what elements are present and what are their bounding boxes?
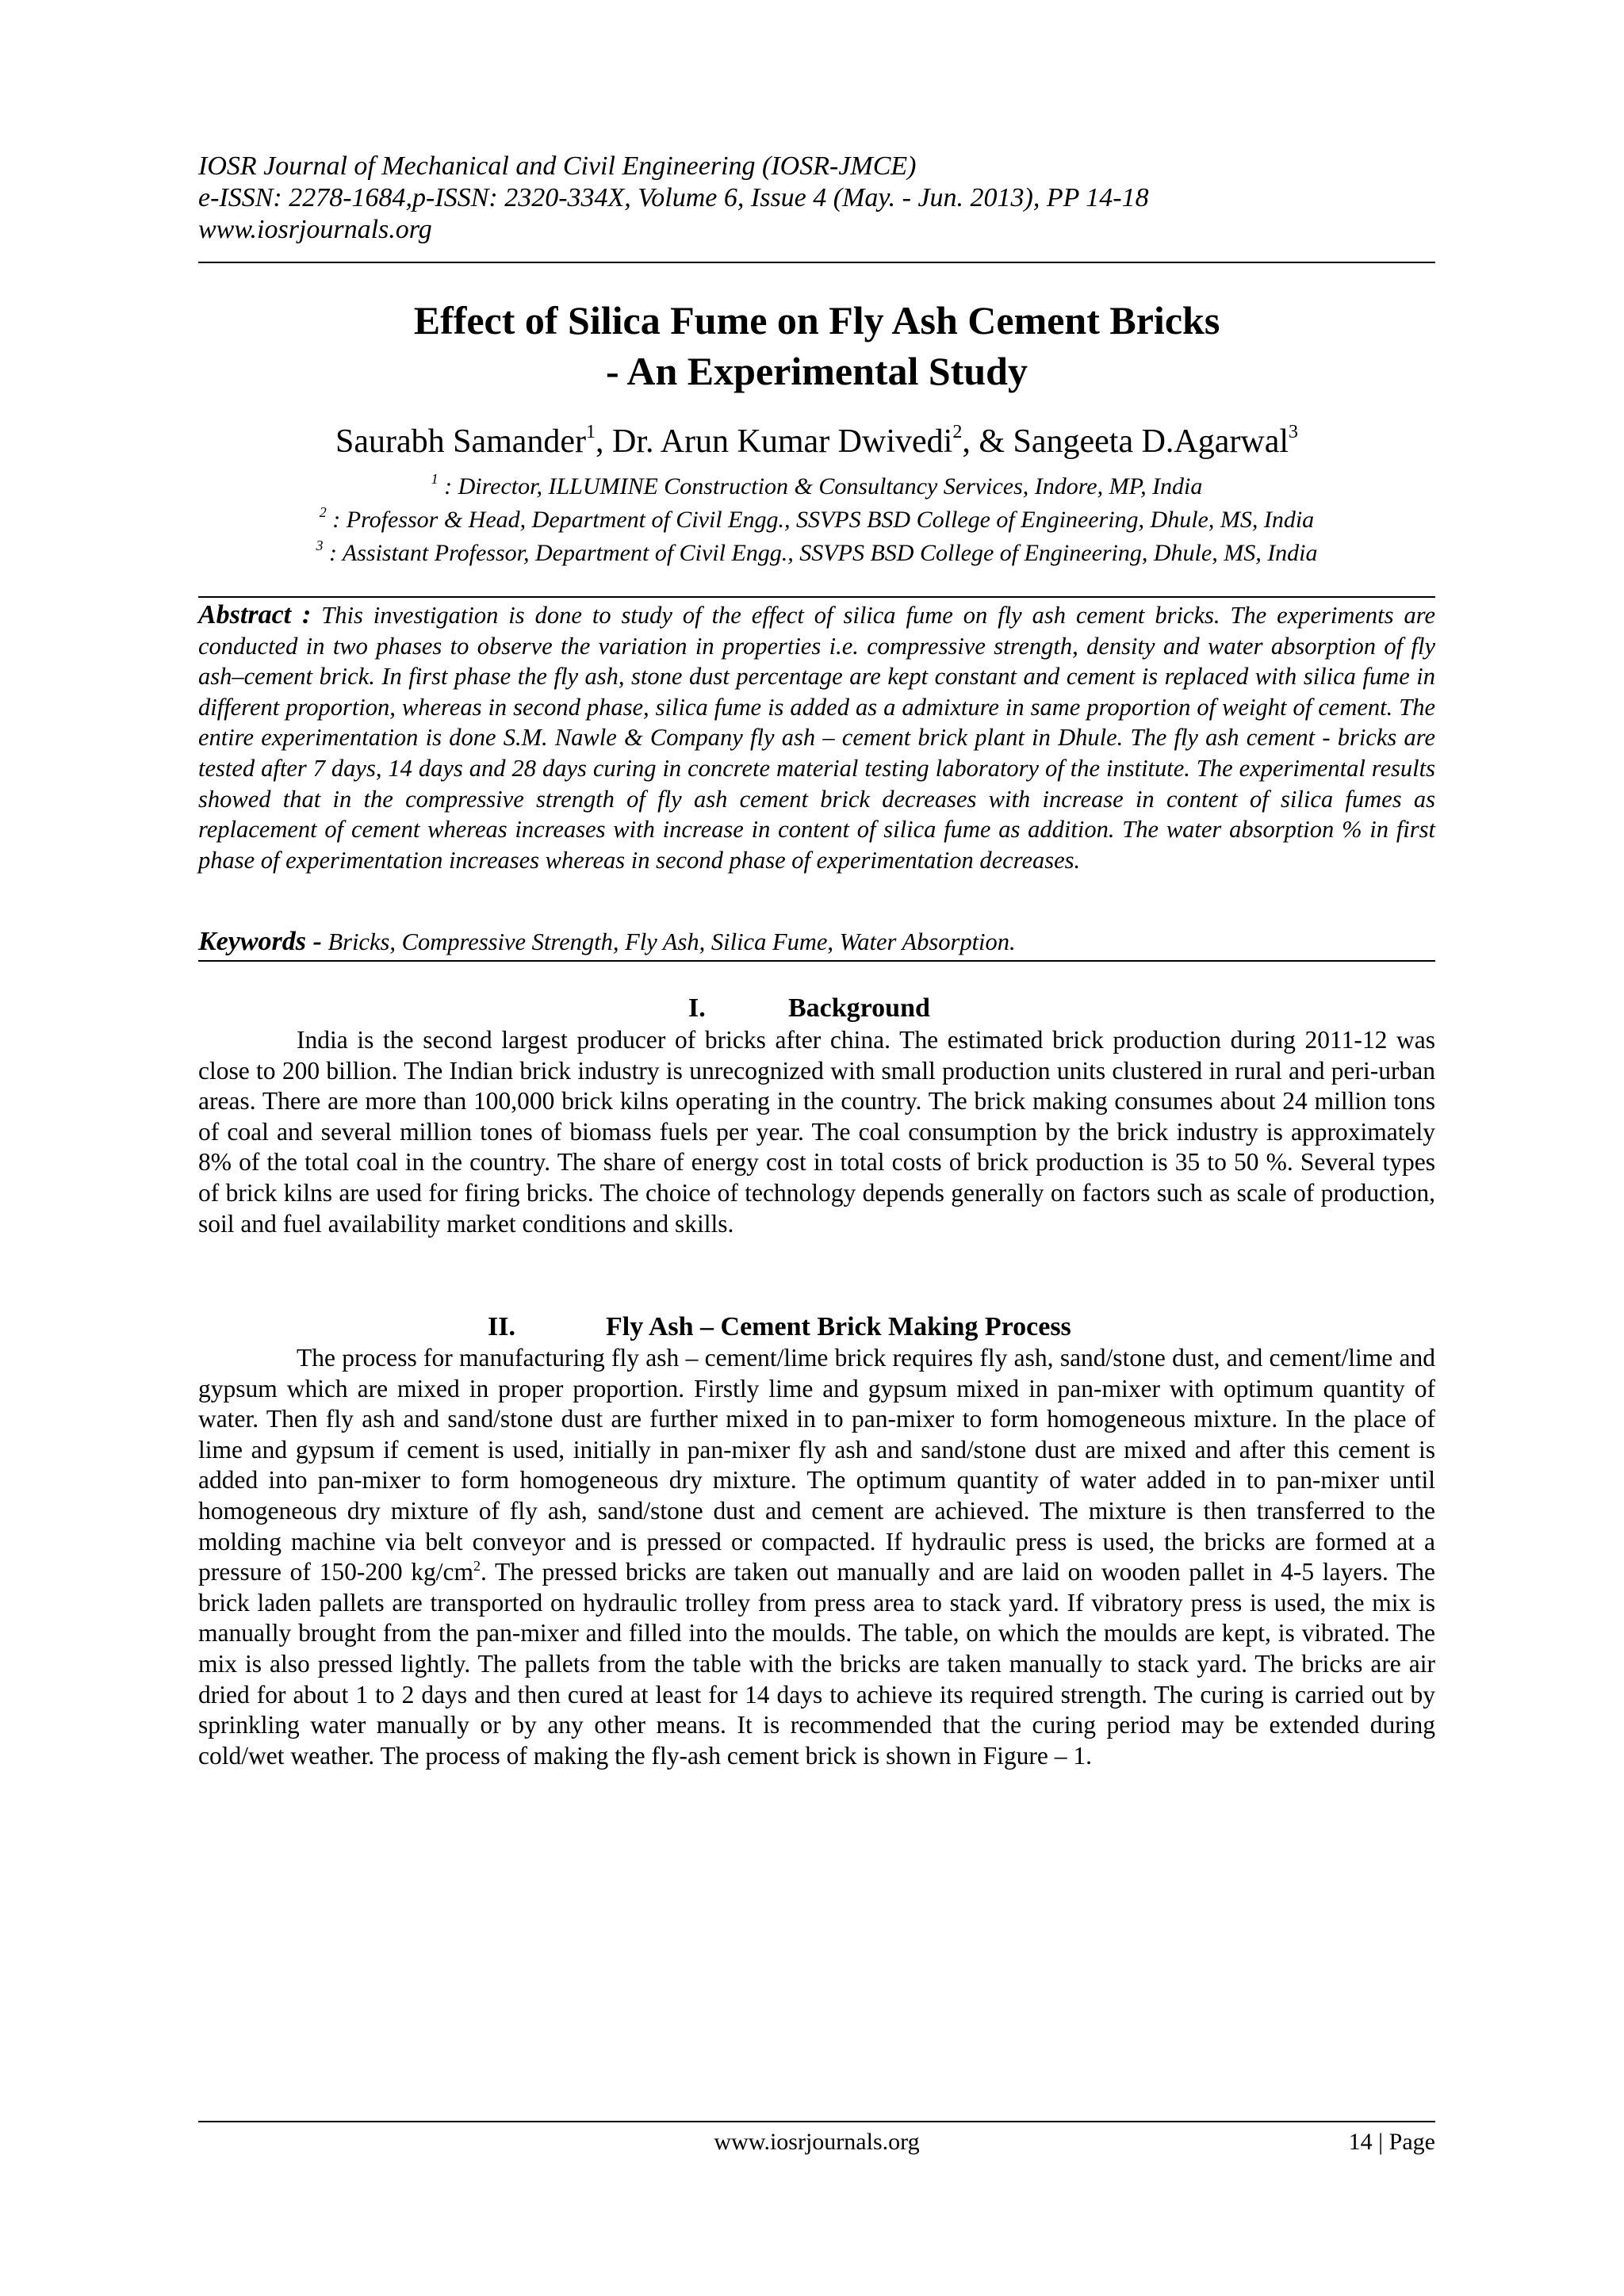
section-2-title: Fly Ash – Cement Brick Making Process xyxy=(606,1312,1071,1341)
section-1-paragraph: India is the second largest producer of bricks after china. The estimated brick production during 2011-12 was close to 200 billion. The Indian brick industry is unrecognized with small production units clustered in rural and peri-urban areas. There are more than 100,000 brick kilns operating in the country. The brick making consumes about 24 million tons of coal and several million tones of biomass fuels per year. The coal consumption by the brick industry is approximately 8% of the total coal in the country. The share of energy cost in total costs of brick production is 35 to 50 %. Several types of brick kilns are used for firing bricks. The choice of technology depends generally on factors such as scale of production, soil and fuel availability market conditions and skills. xyxy=(198,1026,1435,1238)
footer-rule xyxy=(198,2121,1435,2122)
author-name: Saurabh Samander xyxy=(335,423,587,460)
affiliation-mark: 1 xyxy=(431,471,439,487)
section-2-number: II. xyxy=(488,1312,515,1341)
journal-issn: e-ISSN: 2278-1684,p-ISSN: 2320-334X, Volume 6, Issue 4 (May. - Jun. 2013), PP 14-18 xyxy=(198,183,1149,212)
section-1-title: Background xyxy=(788,993,930,1023)
section-1-number: I. xyxy=(688,993,706,1023)
abstract-top-rule xyxy=(198,596,1435,598)
journal-header xyxy=(198,151,1435,246)
journal-name: IOSR Journal of Mechanical and Civil Engineering (IOSR-JMCE) xyxy=(198,151,917,181)
section-2-text-b: . The pressed bricks are taken out manually and are laid on wooden pallet in 4-5 layers. The brick laden pallets are transported on hydraulic trolley from press area to stack yard. If vibratory press is used, the mix is manually brought from the pan-mixer and filled into the moulds. The table, on which the moulds are kept, is vibrated. The mix is also pressed lightly. The pallets from the table with the bricks are taken manually to stack yard. The bricks are air dried for about 1 to 2 days and then cured at least for 14 days to achieve its required strength. The curing is carried out by sprinkling water manually or by any other means. It is recommended that the curing period may be extended during cold/wet weather. The process of making the fly-ash cement brick is shown in Figure – 1. xyxy=(198,1558,1435,1770)
paper-title xyxy=(198,295,1435,396)
section-2-paragraph xyxy=(198,1343,1435,1771)
header-rule xyxy=(198,262,1435,263)
affiliation-text: : Assistant Professor, Department of Civil Engg., SSVPS BSD College of Engineering, Dhule, MS, India xyxy=(323,540,1318,566)
author-mark: 2 xyxy=(952,422,963,442)
affiliation-mark: 2 xyxy=(319,504,327,520)
abstract-label: Abstract : xyxy=(198,600,312,629)
footer-website: www.iosrjournals.org xyxy=(714,2129,920,2155)
affiliation-text: : Professor & Head, Department of Civil Engg., SSVPS BSD College of Engineering, Dhule, MS, India xyxy=(326,507,1315,533)
affiliation-text: : Director, ILLUMINE Construction & Consultancy Services, Indore, MP, India xyxy=(438,473,1203,499)
affiliation-3 xyxy=(198,538,1435,569)
abstract-text: This investigation is done to study of the effect of silica fume on fly ash cement bricks. The experiments are conducted in two phases to observe the variation in properties i.e. compressive strength, density and water absorption of fly ash–cement brick. In first phase the fly ash, stone dust percentage are kept constant and cement is replaced with silica fume in different proportion, whereas in second phase, silica fume is added as a admixture in same proportion of weight of cement. The entire experimentation is done S.M. Nawle & Company fly ash – cement brick plant in Dhule. The fly ash cement - bricks are tested after 7 days, 14 days and 28 days curing in concrete material testing laboratory of the institute. The experimental results showed that in the compressive strength of fly ash cement brick decreases with increase in content of silica fumes as replacement of cement whereas increases with increase in content of silica fume as addition. The water absorption % in first phase of experimentation increases whereas in second phase of experimentation decreases. xyxy=(198,602,1436,874)
author-separator: , xyxy=(596,423,613,460)
affiliation-1 xyxy=(198,471,1435,503)
author-name: Dr. Arun Kumar Dwivedi xyxy=(612,423,953,460)
abstract-bottom-rule xyxy=(198,960,1435,962)
title-line-1: Effect of Silica Fume on Fly Ash Cement Bricks xyxy=(413,298,1220,342)
author-name: Sangeeta D.Agarwal xyxy=(1013,423,1289,460)
author-separator: , & xyxy=(962,423,1013,460)
author-mark: 3 xyxy=(1289,422,1299,442)
keywords xyxy=(198,926,1435,958)
footer-page-number: 14 | Page xyxy=(1348,2129,1435,2155)
keywords-label: Keywords - xyxy=(198,927,322,956)
author-list xyxy=(198,422,1435,461)
title-line-2: - An Experimental Study xyxy=(605,349,1028,393)
journal-website: www.iosrjournals.org xyxy=(198,215,432,244)
affiliation-mark: 3 xyxy=(316,538,324,553)
keywords-text: Bricks, Compressive Strength, Fly Ash, Silica Fume, Water Absorption. xyxy=(321,928,1016,955)
affiliation-2 xyxy=(198,504,1435,536)
author-mark: 1 xyxy=(586,422,596,442)
section-2-text-a: The process for manufacturing fly ash – cement/lime brick requires fly ash, sand/stone dust, and cement/lime and gypsum which are mixed in proper proportion. Firstly lime and gypsum mixed in pan-mixer with optimum quantity of water. Then fly ash and sand/stone dust are further mixed in to pan-mixer to form homogeneous mixture. In the place of lime and gypsum if cement is used, initially in pan-mixer fly ash and sand/stone dust are mixed and after this cement is added into pan-mixer to form homogeneous dry mixture. The optimum quantity of water added in to pan-mixer until homogeneous dry mixture of fly ash, sand/stone dust and cement are achieved. The mixture is then transferred to the molding machine via belt conveyor and is pressed or compacted. If hydraulic press is used, the bricks are formed at a pressure of 150-200 kg/cm xyxy=(198,1344,1435,1586)
abstract xyxy=(198,600,1435,875)
section-2-superscript: 2 xyxy=(473,1558,481,1575)
